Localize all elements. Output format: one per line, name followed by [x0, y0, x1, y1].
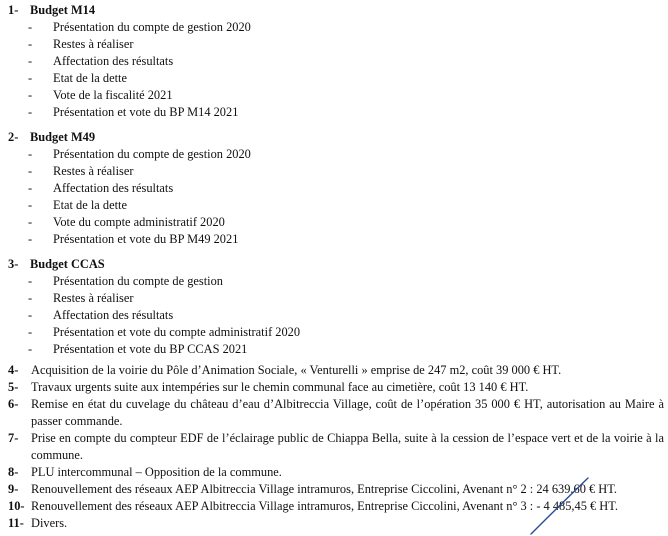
section-budget-m49: [8, 129, 251, 248]
section-heading: [8, 129, 251, 146]
dash-bullet: -: [28, 181, 33, 195]
item-number: 11-: [8, 516, 24, 530]
list-item-text: Affectation des résultats: [53, 181, 174, 195]
list-item-text: Restes à réaliser: [53, 164, 134, 178]
item-text: Prise en compte du compteur EDF de l’éclairage public de Chiappa Bella, suite à la cession de l’espace vert et de la voirie à la commune.: [31, 431, 664, 462]
section-number: 1-: [8, 3, 19, 17]
section-title: Budget CCAS: [30, 257, 105, 271]
list-item: [8, 104, 251, 121]
dash-bullet: -: [28, 291, 33, 305]
list-item: [8, 214, 251, 231]
list-item: [8, 231, 251, 248]
dash-bullet: -: [28, 20, 33, 34]
list-item: [8, 36, 251, 53]
list-item: [8, 324, 300, 341]
list-item-text: Présentation et vote du BP CCAS 2021: [53, 342, 248, 356]
list-item: [8, 70, 251, 87]
section-title: Budget M14: [30, 3, 96, 17]
item-text: Acquisition de la voirie du Pôle d’Animation Sociale, « Venturelli » emprise de 247 m2, coût 39 000 € HT.: [31, 363, 562, 377]
list-item-text: Restes à réaliser: [53, 37, 134, 51]
list-item-text: Vote du compte administratif 2020: [53, 215, 225, 229]
list-item: [8, 146, 251, 163]
dash-bullet: -: [28, 198, 33, 212]
item-number: 7-: [8, 431, 19, 445]
dash-bullet: -: [28, 274, 33, 288]
list-item-text: Etat de la dette: [53, 71, 127, 85]
agenda-item: [8, 464, 664, 481]
dash-bullet: -: [28, 342, 33, 356]
list-item-text: Présentation et vote du BP M49 2021: [53, 232, 239, 246]
list-item-text: Présentation du compte de gestion: [53, 274, 223, 288]
section-heading: [8, 256, 300, 273]
agenda-item: [8, 430, 664, 464]
list-item-text: Présentation du compte de gestion 2020: [53, 147, 251, 161]
list-item: [8, 87, 251, 104]
agenda-item: [8, 515, 664, 532]
dash-bullet: -: [28, 232, 33, 246]
item-text: Divers.: [31, 516, 68, 530]
dash-bullet: -: [28, 37, 33, 51]
list-item: [8, 197, 251, 214]
agenda-item: [8, 396, 664, 430]
item-text: Travaux urgents suite aux intempéries sur le chemin communal face au cimetière, coût 13 140 € HT.: [31, 380, 529, 394]
list-item-text: Vote de la fiscalité 2021: [53, 88, 173, 102]
list-item: [8, 341, 300, 358]
section-title: Budget M49: [30, 130, 96, 144]
dash-bullet: -: [28, 325, 33, 339]
list-item-text: Affectation des résultats: [53, 54, 174, 68]
item-text: PLU intercommunal – Opposition de la commune.: [31, 465, 282, 479]
section-budget-ccas: [8, 256, 300, 358]
item-text: Remise en état du cuvelage du château d’eau d’Albitreccia Village, coût de l’opération 35 000 € HT, autorisation au Maire à passer commande.: [31, 397, 664, 428]
list-item: [8, 19, 251, 36]
item-number: 6-: [8, 397, 19, 411]
item-number: 10-: [8, 499, 25, 513]
list-item: [8, 53, 251, 70]
dash-bullet: -: [28, 54, 33, 68]
list-item: [8, 290, 300, 307]
item-number: 5-: [8, 380, 19, 394]
list-item: [8, 307, 300, 324]
list-item: [8, 180, 251, 197]
dash-bullet: -: [28, 88, 33, 102]
list-item-text: Présentation et vote du compte administratif 2020: [53, 325, 301, 339]
dash-bullet: -: [28, 215, 33, 229]
dash-bullet: -: [28, 105, 33, 119]
item-number: 8-: [8, 465, 19, 479]
list-item-text: Etat de la dette: [53, 198, 127, 212]
agenda-item: [8, 362, 664, 379]
list-item: [8, 273, 300, 290]
agenda-item: [8, 498, 664, 515]
agenda-item: [8, 379, 664, 396]
item-text: Renouvellement des réseaux AEP Albitreccia Village intramuros, Entreprise Ciccolini, Avenant n° 3 : - 4 485,45 € HT.: [31, 499, 619, 513]
section-heading: [8, 2, 251, 19]
item-number: 4-: [8, 363, 19, 377]
list-item: [8, 163, 251, 180]
dash-bullet: -: [28, 147, 33, 161]
dash-bullet: -: [28, 308, 33, 322]
list-item-text: Affectation des résultats: [53, 308, 174, 322]
item-text: Renouvellement des réseaux AEP Albitreccia Village intramuros, Entreprise Ciccolini, Avenant n° 2 : 24 639,60 € HT.: [31, 482, 617, 496]
list-item-text: Présentation et vote du BP M14 2021: [53, 105, 239, 119]
section-budget-m14: [8, 2, 251, 121]
dash-bullet: -: [28, 164, 33, 178]
section-number: 2-: [8, 130, 19, 144]
section-number: 3-: [8, 257, 19, 271]
dash-bullet: -: [28, 71, 33, 85]
agenda-item: [8, 481, 664, 498]
list-item-text: Présentation du compte de gestion 2020: [53, 20, 251, 34]
agenda-items: [8, 362, 664, 532]
list-item-text: Restes à réaliser: [53, 291, 134, 305]
item-number: 9-: [8, 482, 19, 496]
